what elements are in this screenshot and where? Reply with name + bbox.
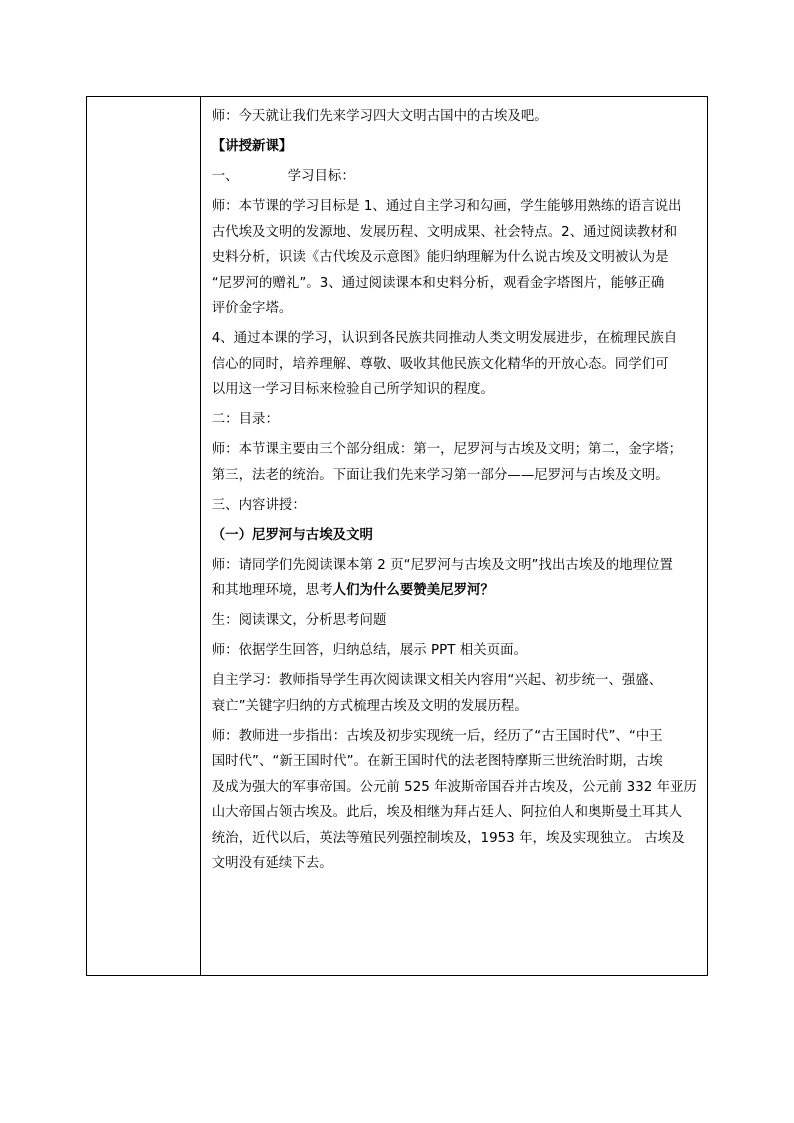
heading-outline: 二：目录：	[211, 412, 279, 427]
paragraph-intro: 师：今天就让我们先来学习四大文明古国中的古埃及吧。	[211, 109, 548, 124]
paragraph-reading-task: 师：请同学们先阅读课本第 2 页“尼罗河与古埃及文明”找出古埃及的地理位置 和其地理环境，思考人们为什么要赞美尼罗河？	[211, 557, 673, 598]
content-cell	[201, 97, 707, 975]
subheading-nile: （一）尼罗河与古埃及文明	[211, 527, 373, 543]
section-heading-new-lesson: 【讲授新课】	[211, 139, 293, 154]
heading-text: 学习目标：	[287, 169, 355, 184]
key-question: 人们为什么要赞美尼罗河？	[332, 583, 494, 598]
paragraph-self-study: 自主学习：教师指导学生再次阅读课文相关内容用“兴起、初步统一、强盛、 衰亡”关键字归纳的方式梳理古埃及文明的发展历程。	[211, 673, 663, 714]
paragraph-teacher-summary: 师：依据学生回答，归纳总结，展示 PPT 相关页面。	[211, 643, 528, 658]
paragraph-learning-goals: 师：本节课的学习目标是 1、通过自主学习和勾画，学生能够用熟练的语言说出 古代埃及文明的发源地、发展历程、文明成果、社会特点。2、通过阅读教材和 史料分析，识读《古代埃及示意图》能归纳理解为什么说古埃及文明被认为是 “尼罗河的赠礼”。3、通过阅读课本和史料分析，观看金字塔图片，能够正确 评价金字塔。	[211, 199, 682, 316]
heading-number: 一、	[211, 169, 239, 184]
lesson-table	[86, 96, 708, 976]
left-column-cell	[87, 97, 201, 975]
paragraph-history: 师：教师进一步指出：古埃及初步实现统一后，经历了“古王国时代”、“中王 国时代”、“新王国时代”。在新王国时代的法老图特摩斯三世统治时期，古埃 及成为强大的军事帝国。公元前 525 年波斯帝国吞并古埃及，公元前 332 年亚历 山大帝国占领古埃及。此后，埃及相继为拜占廷人、阿拉伯人和奥斯曼土耳其人 统治，近代以后，英法等殖民列强控制埃及，1953 年，埃及实现独立。 古埃及 文明没有延续下去。	[211, 728, 697, 871]
paragraph-student: 生：阅读课文，分析思考问题	[211, 613, 387, 628]
heading-learning-goals	[212, 164, 697, 190]
heading-content: 三、内容讲授：	[211, 497, 306, 513]
paragraph-goal-four: 4、通过本课的学习，认识到各民族共同推动人类文明发展进步，在梳理民族自 信心的同时，培养理解、尊敬、吸收其他民族文化精华的开放心态。同学们可 以用这一学习目标来检验自己所学知识的程度。	[211, 331, 678, 397]
paragraph-outline: 师：本节课主要由三个部分组成：第一，尼罗河与古埃及文明；第二，金字塔； 第三，法老的统治。下面让我们先来学习第一部分——尼罗河与古埃及文明。	[211, 442, 683, 483]
